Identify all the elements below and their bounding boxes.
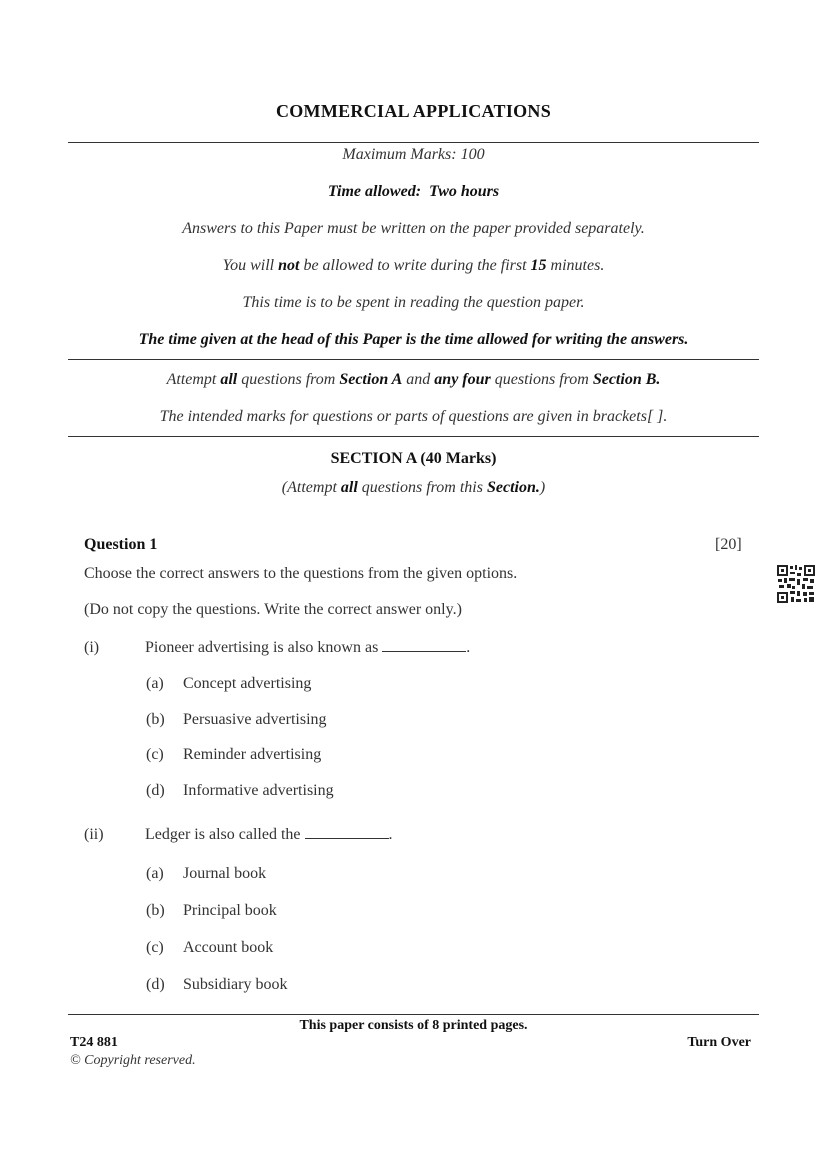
- option-letter: (a): [146, 865, 164, 882]
- divider: [68, 359, 759, 360]
- part-question-end: .: [466, 639, 471, 656]
- option-text: Informative advertising: [183, 782, 334, 799]
- instr-emphasis: 15: [530, 257, 547, 274]
- attempt-text: Attempt: [166, 371, 221, 388]
- attempt-text: questions from: [490, 371, 593, 388]
- page-count: This paper consists of 8 printed pages.: [299, 1018, 528, 1033]
- turn-over: Turn Over: [687, 1035, 751, 1050]
- part-number: (i): [84, 639, 100, 656]
- question-note: (Do not copy the questions. Write the correct answer only.): [84, 601, 462, 618]
- attempt-emphasis: Section A: [339, 371, 403, 388]
- time-allowed: [68, 183, 759, 201]
- part-question-end: .: [388, 826, 393, 843]
- part-number: (ii): [84, 826, 104, 843]
- answer-blank: [382, 650, 466, 652]
- footer-divider: [68, 1014, 759, 1015]
- option-letter: (d): [146, 782, 165, 799]
- maximum-marks: Maximum Marks: 100: [342, 146, 485, 163]
- option-text: Account book: [183, 939, 274, 956]
- part-question: [145, 826, 393, 844]
- attempt-text: questions from: [237, 371, 340, 388]
- divider: [68, 142, 759, 143]
- sub-text: (Attempt: [281, 479, 341, 496]
- option-text: Concept advertising: [183, 675, 312, 692]
- option-letter: (b): [146, 902, 165, 919]
- question-label: Question 1: [84, 536, 158, 553]
- instr-text: minutes.: [546, 257, 605, 274]
- attempt-emphasis: all: [220, 371, 238, 388]
- sub-emphasis: Section.: [486, 479, 540, 496]
- attempt-instruction: [68, 371, 759, 389]
- instruction-writing-time: The time given at the head of this Paper is the time allowed for writing the answers.: [138, 331, 689, 348]
- part-question-text: Pioneer advertising is also known as: [145, 639, 379, 656]
- option-text: Principal book: [183, 902, 277, 919]
- marks-note: The intended marks for questions or parts of questions are given in brackets[ ].: [159, 408, 668, 425]
- part-question: [145, 639, 470, 657]
- answer-blank: [305, 837, 389, 839]
- option-text: Journal book: [183, 865, 267, 882]
- section-a-subheading: [68, 479, 759, 497]
- sub-text: questions from this: [357, 479, 487, 496]
- instruction-spend-time: This time is to be spent in reading the question paper.: [242, 294, 585, 311]
- question-instruction: Choose the correct answers to the questions from the given options.: [84, 565, 518, 582]
- copyright-notice: © Copyright reserved.: [70, 1053, 196, 1068]
- option-letter: (c): [146, 746, 164, 763]
- attempt-emphasis: Section B.: [592, 371, 661, 388]
- paper-code: T24 881: [70, 1035, 118, 1050]
- attempt-text: and: [402, 371, 435, 388]
- option-letter: (c): [146, 939, 164, 956]
- attempt-emphasis: any four: [434, 371, 491, 388]
- option-text: Subsidiary book: [183, 976, 288, 993]
- option-letter: (d): [146, 976, 165, 993]
- time-allowed-label: Time allowed:: [327, 183, 422, 200]
- time-allowed-value: Two hours: [429, 183, 500, 200]
- divider: [68, 436, 759, 437]
- option-text: Persuasive advertising: [183, 711, 327, 728]
- part-question-text: Ledger is also called the: [145, 826, 301, 843]
- sub-text: ): [539, 479, 546, 496]
- instr-text: be allowed to write during the first: [299, 257, 531, 274]
- option-letter: (b): [146, 711, 165, 728]
- instruction-reading-time: [68, 257, 759, 275]
- instruction-answers: Answers to this Paper must be written on the paper provided separately.: [182, 220, 645, 237]
- option-text: Reminder advertising: [183, 746, 322, 763]
- paper-title: COMMERCIAL APPLICATIONS: [275, 101, 552, 121]
- instr-emphasis: not: [278, 257, 300, 274]
- sub-emphasis: all: [340, 479, 358, 496]
- qr-code-icon: [776, 564, 816, 604]
- section-a-heading: SECTION A (40 Marks): [330, 450, 497, 467]
- question-marks: [20]: [715, 536, 742, 553]
- instr-text: You will: [222, 257, 279, 274]
- option-letter: (a): [146, 675, 164, 692]
